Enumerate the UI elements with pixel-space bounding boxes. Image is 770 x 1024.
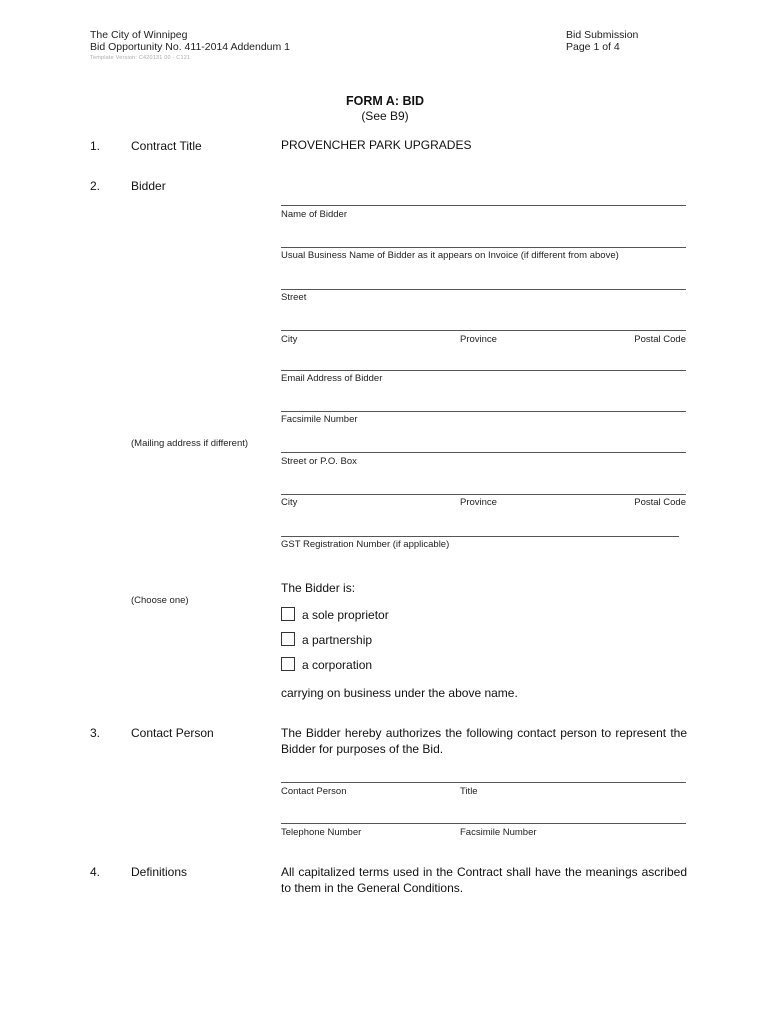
bidder-is-label: The Bidder is: <box>281 581 356 595</box>
province-caption: Province <box>460 334 497 345</box>
section-3-label: Contact Person <box>131 726 214 740</box>
email-caption: Email Address of Bidder <box>281 373 383 384</box>
mailing-address-label: (Mailing address if different) <box>131 438 249 449</box>
mailing-city-line[interactable] <box>281 494 686 495</box>
mailing-province-caption: Province <box>460 497 497 508</box>
section-4-label: Definitions <box>131 865 188 879</box>
section-2-label: Bidder <box>131 179 166 193</box>
sole-proprietor-checkbox[interactable] <box>281 607 295 621</box>
choose-one-label: (Choose one) <box>131 595 189 606</box>
business-name-caption: Usual Business Name of Bidder as it appears on Invoice (if different from above) <box>281 250 619 261</box>
name-of-bidder-caption: Name of Bidder <box>281 209 348 220</box>
email-line[interactable] <box>281 370 686 371</box>
sole-proprietor-label: a sole proprietor <box>302 608 389 622</box>
section-3-number: 3. <box>90 726 101 740</box>
postal-code-caption: Postal Code <box>634 334 686 345</box>
contact-title-caption: Title <box>460 786 478 797</box>
fax-caption: Facsimile Number <box>281 414 358 425</box>
carrying-on-business-text: carrying on business under the above name. <box>281 686 518 700</box>
contract-title-value: PROVENCHER PARK UPGRADES <box>281 138 472 152</box>
template-version: Template Version: C420131 00 - C121 <box>90 55 191 61</box>
street-line[interactable] <box>281 289 686 290</box>
corporation-checkbox[interactable] <box>281 657 295 671</box>
telephone-line[interactable] <box>281 823 686 824</box>
street-po-line[interactable] <box>281 452 686 453</box>
section-2-number: 2. <box>90 179 101 193</box>
form-subtitle: (See B9) <box>361 109 409 123</box>
gst-caption: GST Registration Number (if applicable) <box>281 539 450 550</box>
header-page-number: Page 1 of 4 <box>566 41 620 53</box>
partnership-label: a partnership <box>302 633 373 647</box>
gst-line[interactable] <box>281 536 679 537</box>
section-4-number: 4. <box>90 865 101 879</box>
telephone-caption: Telephone Number <box>281 827 362 838</box>
partnership-checkbox[interactable] <box>281 632 295 646</box>
city-province-postal-line[interactable] <box>281 330 686 331</box>
header-city: The City of Winnipeg <box>90 29 188 41</box>
name-of-bidder-line[interactable] <box>281 205 686 206</box>
header-bid-opportunity: Bid Opportunity No. 411-2014 Addendum 1 <box>90 41 291 53</box>
city-caption: City <box>281 334 298 345</box>
mailing-city-caption: City <box>281 497 298 508</box>
contact-person-text: The Bidder hereby authorizes the following contact person to represent the Bidder for purposes of the Bid. <box>281 726 687 756</box>
mailing-postal-caption: Postal Code <box>634 497 686 508</box>
contact-person-line[interactable] <box>281 782 686 783</box>
corporation-label: a corporation <box>302 658 373 672</box>
street-caption: Street <box>281 292 307 303</box>
section-1-number: 1. <box>90 139 101 153</box>
header-bid-submission: Bid Submission <box>566 29 639 41</box>
business-name-line[interactable] <box>281 247 686 248</box>
street-po-caption: Street or P.O. Box <box>281 456 357 467</box>
contact-fax-caption: Facsimile Number <box>460 827 537 838</box>
definitions-text: All capitalized terms used in the Contract shall have the meanings ascribed to them in the General Conditions. <box>281 865 687 895</box>
section-1-label: Contract Title <box>131 139 202 153</box>
fax-line[interactable] <box>281 411 686 412</box>
form-title: FORM A: BID <box>346 94 424 108</box>
contact-person-caption: Contact Person <box>281 786 347 797</box>
